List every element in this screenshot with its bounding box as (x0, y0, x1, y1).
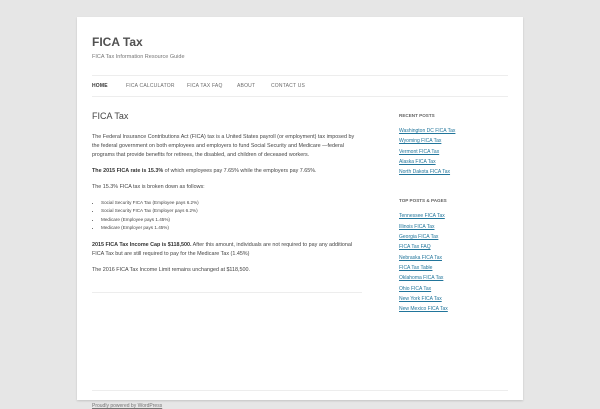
recent-posts-title: RECENT POSTS (399, 113, 435, 118)
top-post-link[interactable]: New York FICA Tax (399, 295, 442, 302)
rate-paragraph (92, 167, 362, 176)
cap-paragraph (92, 241, 362, 259)
article-title: FICA Tax (92, 111, 129, 121)
content-divider (92, 292, 362, 293)
top-post-link[interactable]: Nebraska FICA Tax (399, 254, 442, 261)
list-item: • Medicare (Employee pays 1.45%) (101, 216, 362, 224)
list-item (399, 263, 509, 273)
main-navigation (92, 75, 508, 97)
article-intro: The Federal Insurance Contributions Act (FICA) tax is a United States payroll (or employment) tax imposed by the federal government on both employees and employers to fund Social Security and Medicare —federal programs that provide benefits for retirees, the disabled, and children of deceased workers. (92, 134, 355, 158)
footer-divider (92, 390, 508, 391)
list-item (399, 126, 509, 136)
top-posts-title: TOP POSTS & PAGES (399, 198, 447, 204)
list-item (399, 136, 509, 146)
breakdown-intro: The 15.3% FICA tax is broken down as follows: (92, 184, 205, 190)
site-title[interactable]: FICA Tax (92, 35, 143, 49)
list-item (399, 167, 509, 177)
list-item (399, 242, 509, 252)
footer-credit-link[interactable]: Proudly powered by WordPress (92, 403, 163, 409)
top-post-link[interactable]: Ohio FICA Tax (399, 285, 432, 292)
breakdown-list (92, 199, 362, 233)
nav-home[interactable]: HOME (92, 83, 108, 89)
rate-bold: The 2015 FICA rate is 15.3% (92, 168, 164, 174)
list-item (399, 304, 509, 314)
top-post-link[interactable]: Tennessee FICA Tax (399, 213, 445, 220)
top-post-link[interactable]: FICA Tax Table (399, 264, 433, 271)
cap-rest: After this amount, individuals are not required to pay any additional FICA Tax but are still required to pay for the Medicare Tax (1.45%) (92, 241, 353, 257)
cap-bold: 2015 FICA Tax Income Cap is $118,500. (92, 241, 192, 248)
list-item (399, 253, 509, 263)
recent-post-link[interactable]: Vermont FICA Tax (399, 148, 440, 155)
top-post-link[interactable]: Oklahoma FICA Tax (399, 275, 444, 282)
list-item (399, 211, 509, 221)
nav-fica-calculator[interactable]: FICA CALCULATOR (126, 83, 175, 89)
site-container (77, 17, 523, 409)
recent-post-link[interactable]: Alaska FICA Tax (399, 158, 436, 165)
list-item (399, 157, 509, 167)
recent-posts-list (399, 126, 509, 177)
site-description: FICA Tax Information Resource Guide (92, 54, 185, 60)
list-item (399, 222, 509, 232)
top-posts-list (399, 211, 509, 314)
top-post-link[interactable]: New Mexico FICA Tax (399, 306, 448, 313)
recent-post-link[interactable]: Wyoming FICA Tax (399, 138, 442, 145)
top-post-link[interactable]: Georgia FICA Tax (399, 234, 439, 241)
limit-note: The 2016 FICA Tax Income Limit remains unchanged at $118,500. (92, 266, 251, 273)
rate-rest: of which employees pay 7.65% while the employers pay 7.65%. (163, 168, 317, 174)
list-item: • Social Security FICA Tax (Employee pays 6.2%) (101, 199, 362, 207)
article (92, 111, 362, 293)
list-item (399, 284, 509, 294)
recent-post-link[interactable]: Washington DC FICA Tax (399, 128, 456, 134)
nav-about[interactable]: ABOUT (237, 83, 256, 89)
list-item (399, 147, 509, 157)
nav-contact-us[interactable]: CONTACT US (271, 83, 306, 89)
list-item: • Social Security FICA Tax (Employer pays 6.2%) (101, 207, 362, 215)
top-post-link[interactable]: Illinois FICA Tax (399, 223, 435, 230)
list-item (399, 232, 509, 242)
top-post-link[interactable]: FICA Tax FAQ (399, 244, 431, 251)
list-item (399, 294, 509, 304)
recent-post-link[interactable]: North Dakota FICA Tax (399, 169, 451, 176)
list-item (399, 273, 509, 283)
sidebar (399, 113, 509, 335)
nav-fica-tax-faq[interactable]: FICA TAX FAQ (187, 83, 223, 89)
list-item: • Medicare (Employer pays 1.45%) (101, 224, 362, 232)
